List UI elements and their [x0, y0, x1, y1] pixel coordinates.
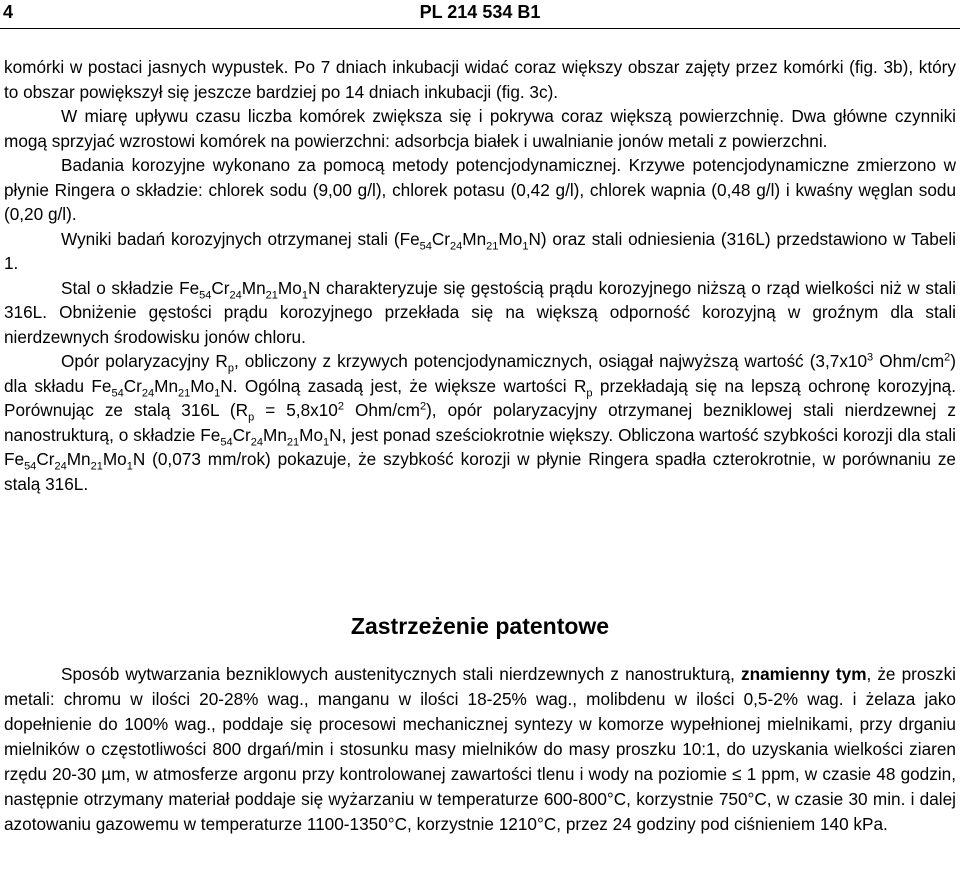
claim-paragraph: Sposób wytwarzania bezniklowych austenitycznych stali nierdzewnych z nanostrukturą, znamienny tym, że proszki metali: chromu w ilości 20-28% wag., manganu w ilości 18-25% wag., molibdenu w ilości 0,5-2% wag. i żelaza jako dopełnienie do 100% wag., poddaje się procesowi mechanicznej syntezy w komorze wypełnionej mielnikami, przy drganiu mielników o częstotliwości 800 drgań/min i stosunku masy mielników do masy proszku 10:1, do uzyskania wielkości ziaren rzędu 20-30 µm, w atmosferze argonu przy kontrolowanej zawartości tlenu i wody na poziomie ≤ 1 ppm, w czasie 48 godzin, następnie otrzymany materiał poddaje się wyżarzaniu w temperaturze 600-800°C, korzystnie 750°C, w czasie 30 min. i dalej azotowaniu gazowemu w temperaturze 1100-1350°C, korzystnie 1210°C, przez 24 godziny pod ciśnieniem 140 kPa. [4, 664, 957, 834]
paragraph: Badania korozyjne wykonano za pomocą metody potencjodynamicznej. Krzywe potencjodynamiczne zmierzono w płynie Ringera o składzie: chlorek sodu (9,00 g/l), chlorek potasu (0,42 g/l), chlorek wapnia (0,48 g/l) i kwaśny węglan sodu (0,20 g/l). [4, 155, 956, 224]
paragraph: Opór polaryzacyjny $R_p$, obliczony z krzywych potencjodynamicznych, osiągał najwyższą wartość ($3,7x10^3$ Ohm/$cm^2$) dla składu $Fe_{54}Cr_{24}Mn_{21}Mo_1N$. Ogólną zasadą jest, że większe wartości $R_p$ przekładają się na lepszą ochronę korozyjną. Porównując ze stalą 316L ($R_p = 5,8x10^2$ Ohm/$cm^2$), opór polaryzacyjny otrzymanej bezniklowej stali nierdzewnej z nanostrukturą, o składzie $Fe_{54}Cr_{24}Mn_{21}Mo_1N$, jest ponad sześciokrotnie większy. Obliczona wartość szybkości korozji dla stali $Fe_{54}Cr_{24}Mn_{21}Mo_1N$ (0,073 mm/rok) pokazuje, że szybkość korozji w płynie Ringera spadła czterokrotnie, w porównaniu ze stalą 316L. [4, 351, 956, 494]
description-text [4, 55, 956, 496]
claim-keyword: znamienny tym [741, 664, 867, 684]
paragraph: komórki w postaci jasnych wypustek. Po 7 dniach inkubacji widać coraz większy obszar zajęty przez komórki (fig. 3b), który to obszar powiększył się jeszcze bardziej po 14 dniach inkubacji (fig. 3c). [4, 57, 956, 102]
claims-title: Zastrzeżenie patentowe [350, 613, 610, 639]
page-number: 4 [3, 2, 14, 22]
paragraph: Stal o składzie $Fe_{54}Cr_{24}Mn_{21}Mo_1N$ charakteryzuje się gęstością prądu korozyjnego niższą o rząd wielkości niż w stali 316L. Obniżenie gęstości prądu korozyjnego przekłada się na większą odporność korozyjną w groźnym dla stali nierdzewnych środowisku jonów chloru. [4, 277, 957, 347]
claims-text [4, 662, 956, 837]
page-header [0, 0, 960, 29]
paragraph: Wyniki badań korozyjnych otrzymanej stali $(Fe_{54}Cr_{24}Mn_{21}Mo_1N)$ oraz stali odniesienia (316L) przedstawiono w Tabeli 1. [4, 228, 956, 273]
paragraph: W miarę upływu czasu liczba komórek zwiększa się i pokrywa coraz większą powierzchnię. Dwa główne czynniki mogą sprzyjać wzrostowi komórek na powierzchni: adsorbcja białek i uwalnianie jonów metali z powierzchni. [4, 106, 956, 151]
patent-number: PL 214 534 B1 [419, 2, 541, 22]
